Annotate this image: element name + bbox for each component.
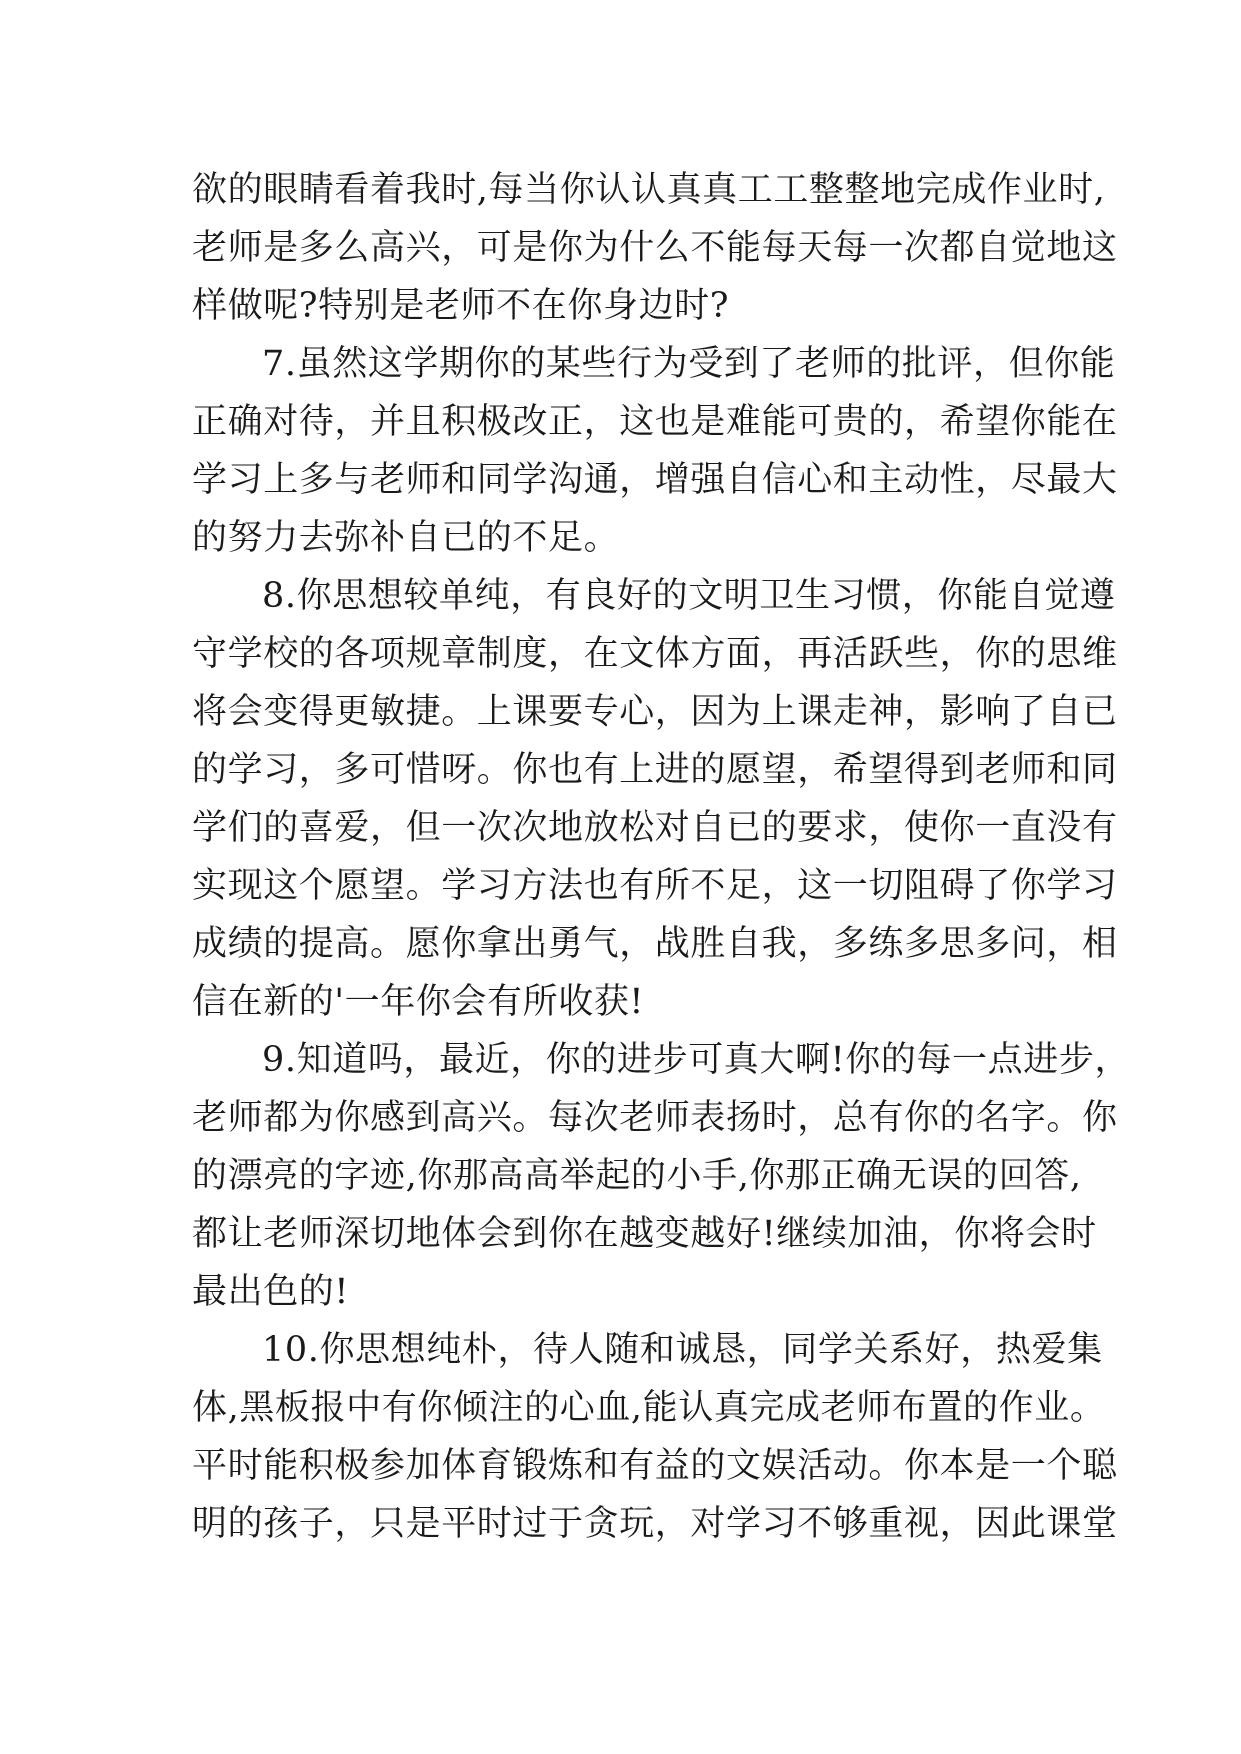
text-line: 学习上多与老师和同学沟通，增强自信心和主动性，尽最大 — [192, 460, 1118, 500]
paragraph-10-first-line: 10.你思想纯朴，待人随和诚恳，同学关系好，热爱集 — [262, 1330, 1103, 1370]
text-line: 的努力去弥补自已的不足。 — [192, 518, 620, 558]
text-line: 样做呢?特别是老师不在你身边时? — [192, 286, 730, 326]
text-line: 欲的眼睛看着我时,每当你认认真真工工整整地完成作业时, — [192, 170, 1106, 210]
text-line: 成绩的提高。愿你拿出勇气，战胜自我，多练多思多问，相 — [192, 924, 1118, 964]
text-line: 老师都为你感到高兴。每次老师表扬时，总有你的名字。你 — [192, 1098, 1118, 1138]
paragraph-8-first-line: 8.你思想较单纯，有良好的文明卫生习惯，你能自觉遵 — [262, 576, 1116, 616]
text-line: 的漂亮的字迹,你那高高举起的小手,你那正确无误的回答, — [192, 1156, 1082, 1196]
text-line: 平时能积极参加体育锻炼和有益的文娱活动。你本是一个聪 — [192, 1446, 1118, 1486]
text-line: 最出色的! — [192, 1272, 350, 1312]
text-line: 信在新的'一年你会有所收获! — [192, 982, 645, 1022]
paragraph-9-first-line: 9.知道吗，最近，你的进步可真大啊!你的每一点进步， — [262, 1040, 1131, 1080]
document-body — [192, 161, 1131, 1553]
paragraph-7-first-line: 7.虽然这学期你的某些行为受到了老师的批评，但你能 — [262, 344, 1116, 384]
text-line: 学们的喜爱，但一次次地放松对自已的要求，使你一直没有 — [192, 808, 1118, 848]
text-line: 都让老师深切地体会到你在越变越好!继续加油，你将会时 — [192, 1214, 1097, 1254]
text-line: 明的孩子，只是平时过于贪玩，对学习不够重视，因此课堂 — [192, 1504, 1118, 1544]
text-line: 将会变得更敏捷。上课要专心，因为上课走神，影响了自已 — [192, 692, 1118, 732]
text-line: 正确对待，并且积极改正，这也是难能可贵的，希望你能在 — [192, 402, 1118, 442]
text-line: 守学校的各项规章制度，在文体方面，再活跃些，你的思维 — [192, 634, 1118, 674]
text-line: 实现这个愿望。学习方法也有所不足，这一切阻碍了你学习 — [192, 866, 1118, 906]
text-line: 的学习，多可惜呀。你也有上进的愿望，希望得到老师和同 — [192, 750, 1118, 790]
text-line: 体,黑板报中有你倾注的心血,能认真完成老师布置的作业。 — [192, 1388, 1106, 1428]
text-line: 老师是多么高兴，可是你为什么不能每天每一次都自觉地这 — [192, 228, 1118, 268]
